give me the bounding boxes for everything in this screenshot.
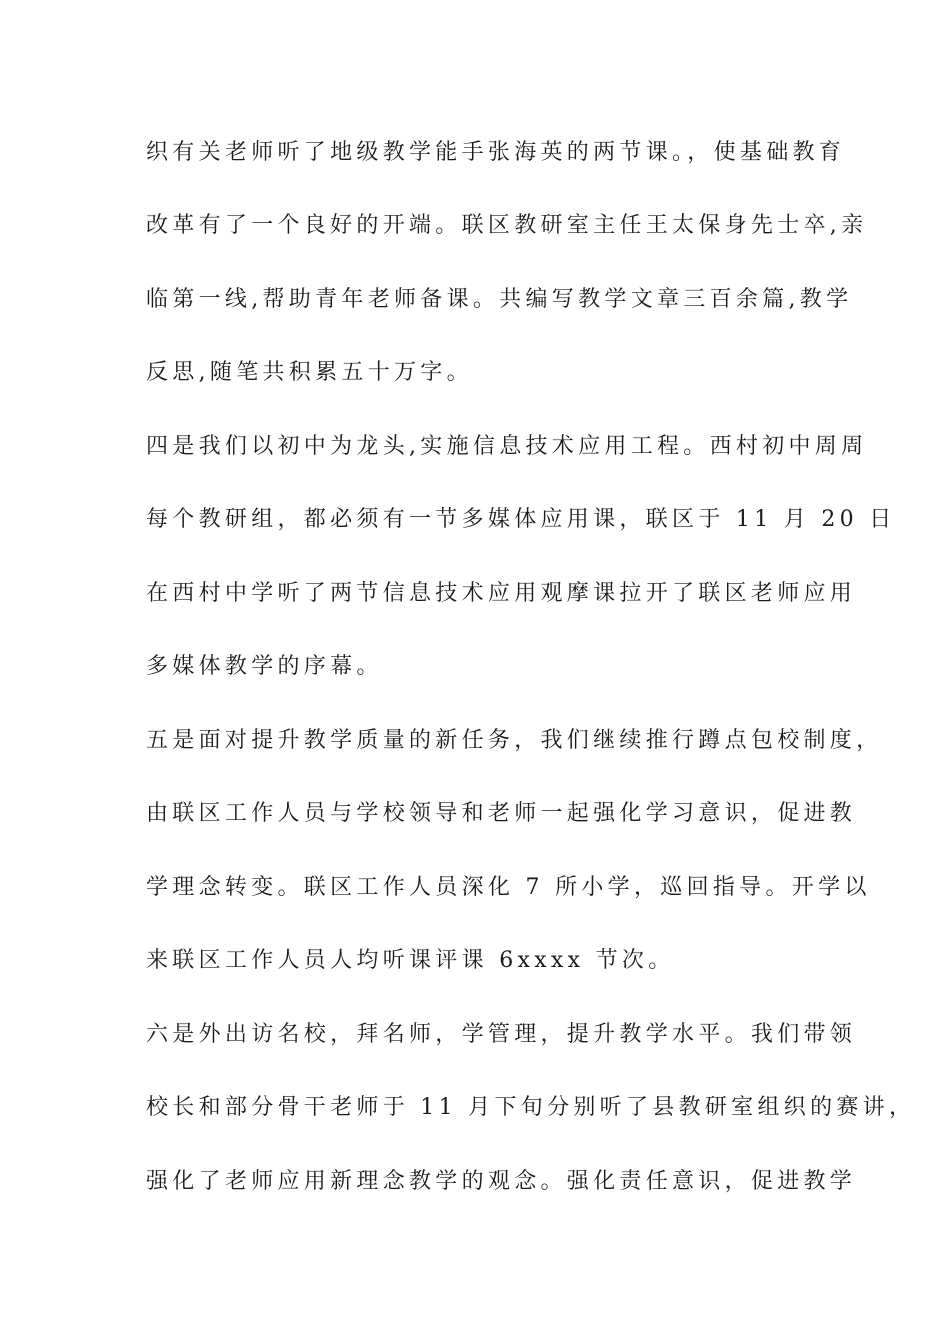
text-line: 织有关老师听了地级教学能手张海英的两节课。，使基础教育 bbox=[146, 140, 846, 165]
text-line: 多媒体教学的序幕。 bbox=[146, 654, 383, 679]
text-line: 四是我们以初中为龙头,实施信息技术应用工程。西村初中周周 bbox=[146, 434, 868, 459]
text-line: 强化了老师应用新理念教学的观念。强化责任意识，促进教学 bbox=[146, 1169, 857, 1194]
text-line: 五是面对提升教学质量的新任务，我们继续推行蹲点包校制度， bbox=[146, 728, 883, 753]
text-line: 临第一线,帮助青年老师备课。共编写教学文章三百余篇,教学 bbox=[146, 287, 853, 312]
text-line: 改革有了一个良好的开端。联区教研室主任王太保身先士卒,亲 bbox=[146, 213, 868, 238]
text-line: 校长和部分骨干老师于 11 月下旬分别听了县教研室组织的赛讲， bbox=[146, 1095, 916, 1120]
text-line: 在西村中学听了两节信息技术应用观摩课拉开了联区老师应用 bbox=[146, 581, 857, 606]
text-line: 来联区工作人员人均听课评课 6xxxx 节次。 bbox=[146, 948, 675, 973]
text-line: 每个教研组，都必须有一节多媒体应用课，联区于 11 月 20 日 bbox=[146, 507, 896, 532]
text-line: 学理念转变。联区工作人员深化 7 所小学，巡回指导。开学以 bbox=[146, 875, 871, 900]
text-line: 六是外出访名校，拜名师，学管理，提升教学水平。我们带领 bbox=[146, 1022, 857, 1047]
text-line: 由联区工作人员与学校领导和老师一起强化学习意识，促进教 bbox=[146, 801, 857, 826]
text-line: 反思,随笔共积累五十万字。 bbox=[146, 360, 473, 385]
